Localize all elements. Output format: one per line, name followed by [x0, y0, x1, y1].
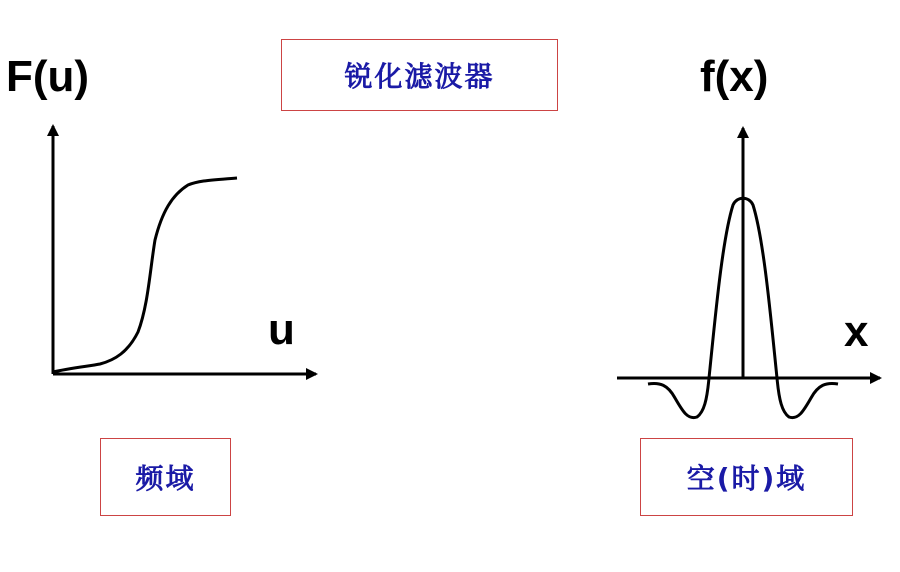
frequency-domain-caption: 频域 [135, 462, 196, 495]
frequency-response-curve [53, 178, 237, 372]
diagram-title: 锐化滤波器 [344, 60, 495, 93]
left-x-axis-label: u [268, 305, 295, 354]
spatial-domain-caption: 空(时)域 [686, 462, 807, 495]
left-y-axis-label: F(u) [6, 52, 90, 101]
right-x-axis-label: x [844, 307, 869, 356]
right-y-axis-label: f(x) [700, 52, 769, 101]
